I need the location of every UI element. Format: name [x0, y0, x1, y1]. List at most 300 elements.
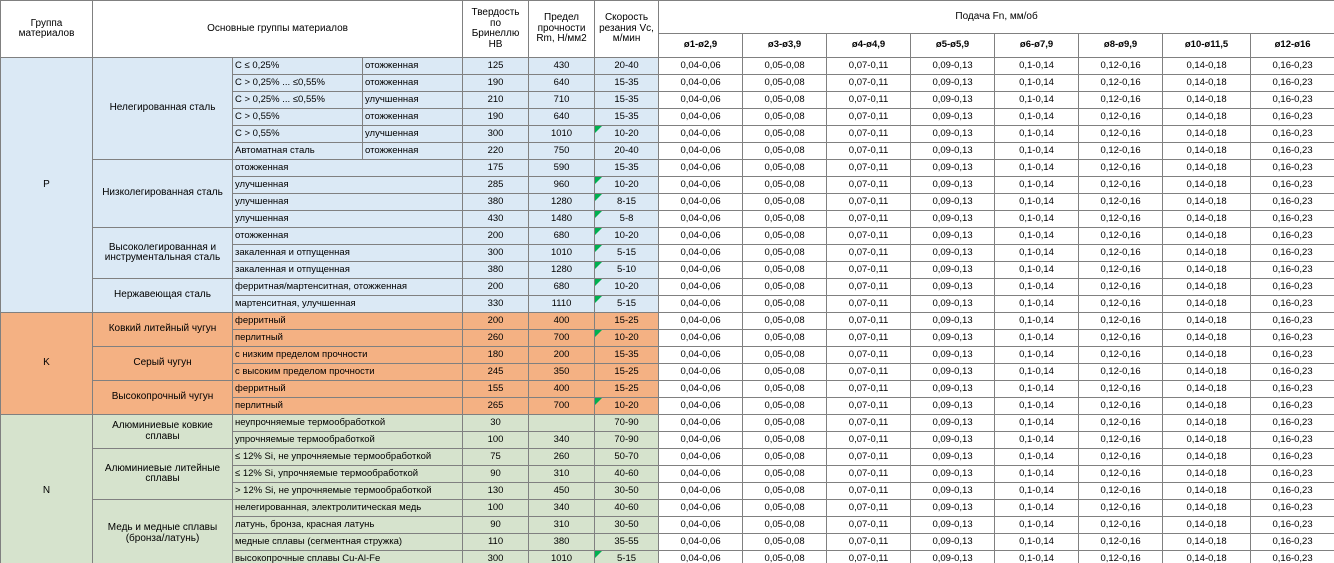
feed-value-col-4: 0,09-0,13: [911, 381, 995, 398]
feed-value-col-4: 0,09-0,13: [911, 194, 995, 211]
feed-value-col-4: 0,09-0,13: [911, 398, 995, 415]
strength-value: [529, 415, 595, 432]
strength-value: 1010: [529, 551, 595, 563]
hardness-value: 180: [463, 347, 529, 364]
feed-value-col-2: 0,05-0,08: [743, 75, 827, 92]
material-condition-1: перлитный: [233, 330, 463, 347]
feed-value-col-4: 0,09-0,13: [911, 228, 995, 245]
feed-value-col-1: 0,04-0,06: [659, 347, 743, 364]
feed-value-col-1: 0,04-0,06: [659, 364, 743, 381]
feed-value-col-8: 0,16-0,23: [1251, 483, 1334, 500]
feed-value-col-3: 0,07-0,11: [827, 483, 911, 500]
feed-value-col-6: 0,12-0,16: [1079, 466, 1163, 483]
header-strength: Предел прочности Rm, Н/мм2: [529, 1, 595, 58]
feed-value-col-4: 0,09-0,13: [911, 92, 995, 109]
cutting-speed-value: 10-20: [595, 177, 659, 194]
feed-value-col-1: 0,04-0,06: [659, 279, 743, 296]
feed-value-col-6: 0,12-0,16: [1079, 228, 1163, 245]
feed-value-col-6: 0,12-0,16: [1079, 449, 1163, 466]
feed-value-col-2: 0,05-0,08: [743, 330, 827, 347]
feed-value-col-3: 0,07-0,11: [827, 92, 911, 109]
strength-value: 400: [529, 381, 595, 398]
hardness-value: 300: [463, 245, 529, 262]
material-condition-1: Автоматная сталь: [233, 143, 363, 160]
strength-value: 1480: [529, 211, 595, 228]
feed-value-col-5: 0,1-0,14: [995, 92, 1079, 109]
feed-value-col-1: 0,04-0,06: [659, 313, 743, 330]
cutting-speed-value: 5-10: [595, 262, 659, 279]
feed-value-col-7: 0,14-0,18: [1163, 126, 1251, 143]
feed-value-col-6: 0,12-0,16: [1079, 245, 1163, 262]
feed-value-col-3: 0,07-0,11: [827, 296, 911, 313]
material-condition-1: C > 0,25% ... ≤0,55%: [233, 75, 363, 92]
feed-value-col-8: 0,16-0,23: [1251, 211, 1334, 228]
feed-value-col-6: 0,12-0,16: [1079, 262, 1163, 279]
feed-value-col-8: 0,16-0,23: [1251, 347, 1334, 364]
material-condition-1: отожженная: [233, 228, 463, 245]
feed-value-col-1: 0,04-0,06: [659, 449, 743, 466]
cutting-speed-value: 8-15: [595, 194, 659, 211]
feed-value-col-3: 0,07-0,11: [827, 126, 911, 143]
feed-value-col-5: 0,1-0,14: [995, 364, 1079, 381]
feed-value-col-1: 0,04-0,06: [659, 296, 743, 313]
material-condition-1: улучшенная: [233, 177, 463, 194]
cutting-speed-value: 40-60: [595, 466, 659, 483]
feed-value-col-6: 0,12-0,16: [1079, 381, 1163, 398]
cutting-speed-value: 10-20: [595, 228, 659, 245]
strength-value: 960: [529, 177, 595, 194]
feed-value-col-1: 0,04-0,06: [659, 500, 743, 517]
header-feed-col-1: ø1-ø2,9: [659, 33, 743, 57]
feed-value-col-5: 0,1-0,14: [995, 517, 1079, 534]
hardness-value: 300: [463, 551, 529, 563]
feed-value-col-5: 0,1-0,14: [995, 500, 1079, 517]
hardness-value: 90: [463, 466, 529, 483]
feed-value-col-7: 0,14-0,18: [1163, 143, 1251, 160]
hardness-value: 200: [463, 228, 529, 245]
hardness-value: 90: [463, 517, 529, 534]
feed-value-col-3: 0,07-0,11: [827, 551, 911, 563]
hardness-value: 430: [463, 211, 529, 228]
feed-value-col-6: 0,12-0,16: [1079, 347, 1163, 364]
hardness-value: 300: [463, 126, 529, 143]
feed-value-col-1: 0,04-0,06: [659, 58, 743, 75]
cutting-speed-value: 15-35: [595, 160, 659, 177]
header-main-groups: Основные группы материалов: [93, 1, 463, 58]
feed-value-col-4: 0,09-0,13: [911, 500, 995, 517]
header-feed-col-7: ø10-ø11,5: [1163, 33, 1251, 57]
feed-value-col-2: 0,05-0,08: [743, 58, 827, 75]
feed-value-col-6: 0,12-0,16: [1079, 109, 1163, 126]
feed-value-col-6: 0,12-0,16: [1079, 415, 1163, 432]
material-condition-1: отожженная: [233, 160, 463, 177]
feed-value-col-2: 0,05-0,08: [743, 432, 827, 449]
feed-value-col-8: 0,16-0,23: [1251, 381, 1334, 398]
feed-value-col-1: 0,04-0,06: [659, 415, 743, 432]
feed-value-col-4: 0,09-0,13: [911, 347, 995, 364]
feed-value-col-6: 0,12-0,16: [1079, 143, 1163, 160]
material-condition-1: ≤ 12% Si, упрочняемые термообработкой: [233, 466, 463, 483]
feed-value-col-4: 0,09-0,13: [911, 313, 995, 330]
header-feed-col-3: ø4-ø4,9: [827, 33, 911, 57]
feed-value-col-1: 0,04-0,06: [659, 534, 743, 551]
feed-value-col-7: 0,14-0,18: [1163, 194, 1251, 211]
feed-value-col-7: 0,14-0,18: [1163, 381, 1251, 398]
feed-value-col-7: 0,14-0,18: [1163, 432, 1251, 449]
hardness-value: 245: [463, 364, 529, 381]
table-body: [1, 58, 1334, 563]
table-row: [1, 347, 1334, 364]
feed-value-col-4: 0,09-0,13: [911, 449, 995, 466]
strength-value: 260: [529, 449, 595, 466]
feed-value-col-8: 0,16-0,23: [1251, 415, 1334, 432]
feed-value-col-8: 0,16-0,23: [1251, 534, 1334, 551]
feed-value-col-3: 0,07-0,11: [827, 75, 911, 92]
feed-value-col-5: 0,1-0,14: [995, 228, 1079, 245]
hardness-value: 380: [463, 262, 529, 279]
material-condition-2: отожженная: [363, 58, 463, 75]
feed-value-col-5: 0,1-0,14: [995, 126, 1079, 143]
feed-value-col-1: 0,04-0,06: [659, 92, 743, 109]
feed-value-col-7: 0,14-0,18: [1163, 211, 1251, 228]
feed-value-col-4: 0,09-0,13: [911, 262, 995, 279]
feed-value-col-3: 0,07-0,11: [827, 534, 911, 551]
feed-value-col-2: 0,05-0,08: [743, 228, 827, 245]
cutting-speed-value: 70-90: [595, 415, 659, 432]
feed-value-col-8: 0,16-0,23: [1251, 262, 1334, 279]
feed-value-col-7: 0,14-0,18: [1163, 279, 1251, 296]
feed-value-col-5: 0,1-0,14: [995, 449, 1079, 466]
material-condition-1: улучшенная: [233, 211, 463, 228]
feed-value-col-4: 0,09-0,13: [911, 177, 995, 194]
feed-value-col-4: 0,09-0,13: [911, 211, 995, 228]
feed-value-col-7: 0,14-0,18: [1163, 364, 1251, 381]
group-code-K: K: [1, 313, 93, 415]
material-condition-1: мартенситная, улучшенная: [233, 296, 463, 313]
feed-value-col-2: 0,05-0,08: [743, 194, 827, 211]
strength-value: 640: [529, 75, 595, 92]
feed-value-col-5: 0,1-0,14: [995, 432, 1079, 449]
feed-value-col-6: 0,12-0,16: [1079, 177, 1163, 194]
hardness-value: 75: [463, 449, 529, 466]
table-row: [1, 313, 1334, 330]
cutting-speed-value: 15-35: [595, 347, 659, 364]
feed-value-col-2: 0,05-0,08: [743, 415, 827, 432]
feed-value-col-8: 0,16-0,23: [1251, 517, 1334, 534]
feed-value-col-2: 0,05-0,08: [743, 466, 827, 483]
subgroup-name: Низколегированная сталь: [93, 160, 233, 228]
feed-value-col-6: 0,12-0,16: [1079, 279, 1163, 296]
feed-value-col-1: 0,04-0,06: [659, 160, 743, 177]
feed-value-col-2: 0,05-0,08: [743, 517, 827, 534]
feed-value-col-5: 0,1-0,14: [995, 398, 1079, 415]
group-code-P: P: [1, 58, 93, 313]
material-condition-1: ферритная/мартенситная, отожженная: [233, 279, 463, 296]
feed-value-col-5: 0,1-0,14: [995, 109, 1079, 126]
feed-value-col-8: 0,16-0,23: [1251, 500, 1334, 517]
hardness-value: 220: [463, 143, 529, 160]
feed-value-col-3: 0,07-0,11: [827, 381, 911, 398]
feed-value-col-7: 0,14-0,18: [1163, 109, 1251, 126]
feed-value-col-3: 0,07-0,11: [827, 58, 911, 75]
hardness-value: 130: [463, 483, 529, 500]
strength-value: 450: [529, 483, 595, 500]
feed-value-col-4: 0,09-0,13: [911, 364, 995, 381]
feed-value-col-8: 0,16-0,23: [1251, 58, 1334, 75]
strength-value: 680: [529, 279, 595, 296]
feed-value-col-4: 0,09-0,13: [911, 534, 995, 551]
material-condition-1: > 12% Si, не упрочняемые термообработкой: [233, 483, 463, 500]
feed-value-col-4: 0,09-0,13: [911, 466, 995, 483]
feed-value-col-7: 0,14-0,18: [1163, 160, 1251, 177]
hardness-value: 190: [463, 109, 529, 126]
material-condition-1: нелегированная, электролитическая медь: [233, 500, 463, 517]
feed-value-col-8: 0,16-0,23: [1251, 245, 1334, 262]
feed-value-col-2: 0,05-0,08: [743, 381, 827, 398]
feed-value-col-8: 0,16-0,23: [1251, 279, 1334, 296]
feed-value-col-5: 0,1-0,14: [995, 279, 1079, 296]
cutting-speed-value: 5-15: [595, 245, 659, 262]
group-code-N: N: [1, 415, 93, 563]
material-condition-1: с высоким пределом прочности: [233, 364, 463, 381]
feed-value-col-7: 0,14-0,18: [1163, 517, 1251, 534]
strength-value: 640: [529, 109, 595, 126]
hardness-value: 155: [463, 381, 529, 398]
subgroup-name: Медь и медные сплавы (бронза/латунь): [93, 500, 233, 563]
feed-value-col-7: 0,14-0,18: [1163, 551, 1251, 563]
subgroup-name: Алюминиевые ковкие сплавы: [93, 415, 233, 449]
feed-value-col-3: 0,07-0,11: [827, 347, 911, 364]
strength-value: 310: [529, 466, 595, 483]
feed-value-col-7: 0,14-0,18: [1163, 313, 1251, 330]
feed-value-col-1: 0,04-0,06: [659, 262, 743, 279]
table-row: [1, 279, 1334, 296]
feed-value-col-6: 0,12-0,16: [1079, 92, 1163, 109]
feed-value-col-2: 0,05-0,08: [743, 160, 827, 177]
feed-value-col-6: 0,12-0,16: [1079, 330, 1163, 347]
subgroup-name: Нелегированная сталь: [93, 58, 233, 160]
feed-value-col-6: 0,12-0,16: [1079, 483, 1163, 500]
material-condition-1: C > 0,55%: [233, 126, 363, 143]
feed-value-col-1: 0,04-0,06: [659, 75, 743, 92]
feed-value-col-6: 0,12-0,16: [1079, 211, 1163, 228]
feed-value-col-7: 0,14-0,18: [1163, 58, 1251, 75]
feed-value-col-8: 0,16-0,23: [1251, 364, 1334, 381]
strength-value: 340: [529, 500, 595, 517]
feed-value-col-1: 0,04-0,06: [659, 143, 743, 160]
material-condition-2: улучшенная: [363, 92, 463, 109]
feed-value-col-6: 0,12-0,16: [1079, 194, 1163, 211]
material-condition-1: высокопрочные сплавы Cu-Al-Fe: [233, 551, 463, 563]
feed-value-col-3: 0,07-0,11: [827, 211, 911, 228]
material-condition-1: C ≤ 0,25%: [233, 58, 363, 75]
header-hardness: Твердость по Бринеллю НВ: [463, 1, 529, 58]
feed-value-col-1: 0,04-0,06: [659, 228, 743, 245]
feed-value-col-7: 0,14-0,18: [1163, 75, 1251, 92]
cutting-speed-value: 10-20: [595, 330, 659, 347]
feed-value-col-8: 0,16-0,23: [1251, 296, 1334, 313]
feed-value-col-1: 0,04-0,06: [659, 177, 743, 194]
feed-value-col-8: 0,16-0,23: [1251, 160, 1334, 177]
strength-value: 1110: [529, 296, 595, 313]
feed-value-col-3: 0,07-0,11: [827, 398, 911, 415]
feed-value-col-1: 0,04-0,06: [659, 551, 743, 563]
cutting-speed-value: 15-25: [595, 381, 659, 398]
feed-value-col-8: 0,16-0,23: [1251, 194, 1334, 211]
strength-value: 1280: [529, 194, 595, 211]
feed-value-col-2: 0,05-0,08: [743, 126, 827, 143]
feed-value-col-5: 0,1-0,14: [995, 58, 1079, 75]
cutting-speed-value: 70-90: [595, 432, 659, 449]
feed-value-col-6: 0,12-0,16: [1079, 75, 1163, 92]
feed-value-col-2: 0,05-0,08: [743, 177, 827, 194]
feed-value-col-1: 0,04-0,06: [659, 466, 743, 483]
strength-value: 1280: [529, 262, 595, 279]
header-cutting-speed: Скорость резания Vc, м/мин: [595, 1, 659, 58]
material-condition-1: латунь, бронза, красная латунь: [233, 517, 463, 534]
feed-value-col-6: 0,12-0,16: [1079, 58, 1163, 75]
feed-value-col-5: 0,1-0,14: [995, 245, 1079, 262]
feed-value-col-3: 0,07-0,11: [827, 330, 911, 347]
feed-value-col-4: 0,09-0,13: [911, 109, 995, 126]
material-condition-1: медные сплавы (сегментная стружка): [233, 534, 463, 551]
strength-value: 310: [529, 517, 595, 534]
feed-value-col-7: 0,14-0,18: [1163, 534, 1251, 551]
feed-value-col-8: 0,16-0,23: [1251, 432, 1334, 449]
feed-value-col-7: 0,14-0,18: [1163, 245, 1251, 262]
feed-value-col-4: 0,09-0,13: [911, 483, 995, 500]
strength-value: 700: [529, 398, 595, 415]
feed-value-col-7: 0,14-0,18: [1163, 296, 1251, 313]
feed-value-col-3: 0,07-0,11: [827, 449, 911, 466]
feed-value-col-2: 0,05-0,08: [743, 92, 827, 109]
feed-value-col-2: 0,05-0,08: [743, 347, 827, 364]
feed-value-col-6: 0,12-0,16: [1079, 126, 1163, 143]
feed-value-col-4: 0,09-0,13: [911, 58, 995, 75]
feed-value-col-8: 0,16-0,23: [1251, 551, 1334, 563]
strength-value: 750: [529, 143, 595, 160]
cutting-speed-value: 5-15: [595, 296, 659, 313]
material-condition-2: улучшенная: [363, 126, 463, 143]
material-condition-1: C > 0,55%: [233, 109, 363, 126]
feed-value-col-8: 0,16-0,23: [1251, 143, 1334, 160]
cutting-speed-value: 30-50: [595, 517, 659, 534]
table-row: [1, 58, 1334, 75]
strength-value: 590: [529, 160, 595, 177]
feed-value-col-7: 0,14-0,18: [1163, 500, 1251, 517]
strength-value: 1010: [529, 245, 595, 262]
feed-value-col-5: 0,1-0,14: [995, 534, 1079, 551]
cutting-speed-value: 50-70: [595, 449, 659, 466]
feed-value-col-3: 0,07-0,11: [827, 262, 911, 279]
table-row: [1, 500, 1334, 517]
feed-value-col-3: 0,07-0,11: [827, 109, 911, 126]
feed-value-col-2: 0,05-0,08: [743, 551, 827, 563]
strength-value: 350: [529, 364, 595, 381]
table-row: [1, 415, 1334, 432]
material-condition-1: ≤ 12% Si, не упрочняемые термообработкой: [233, 449, 463, 466]
feed-value-col-3: 0,07-0,11: [827, 313, 911, 330]
feed-value-col-3: 0,07-0,11: [827, 160, 911, 177]
feed-value-col-3: 0,07-0,11: [827, 228, 911, 245]
feed-value-col-5: 0,1-0,14: [995, 296, 1079, 313]
feed-value-col-2: 0,05-0,08: [743, 500, 827, 517]
table-row: [1, 381, 1334, 398]
strength-value: 340: [529, 432, 595, 449]
subgroup-name: Нержавеющая сталь: [93, 279, 233, 313]
feed-value-col-2: 0,05-0,08: [743, 279, 827, 296]
strength-value: 380: [529, 534, 595, 551]
feed-value-col-2: 0,05-0,08: [743, 483, 827, 500]
table-row: [1, 449, 1334, 466]
material-condition-1: перлитный: [233, 398, 463, 415]
hardness-value: 285: [463, 177, 529, 194]
subgroup-name: Высокопрочный чугун: [93, 381, 233, 415]
feed-value-col-4: 0,09-0,13: [911, 296, 995, 313]
header-feed-col-4: ø5-ø5,9: [911, 33, 995, 57]
feed-value-col-4: 0,09-0,13: [911, 517, 995, 534]
feed-value-col-7: 0,14-0,18: [1163, 92, 1251, 109]
feed-value-col-6: 0,12-0,16: [1079, 398, 1163, 415]
feed-value-col-5: 0,1-0,14: [995, 211, 1079, 228]
cutting-speed-value: 10-20: [595, 126, 659, 143]
material-condition-1: ферритный: [233, 381, 463, 398]
feed-value-col-8: 0,16-0,23: [1251, 313, 1334, 330]
feed-value-col-2: 0,05-0,08: [743, 296, 827, 313]
feed-value-col-4: 0,09-0,13: [911, 75, 995, 92]
feed-value-col-5: 0,1-0,14: [995, 143, 1079, 160]
hardness-value: 265: [463, 398, 529, 415]
feed-value-col-7: 0,14-0,18: [1163, 466, 1251, 483]
feed-value-col-8: 0,16-0,23: [1251, 449, 1334, 466]
material-condition-2: отожженная: [363, 143, 463, 160]
cutting-speed-value: 15-25: [595, 364, 659, 381]
feed-value-col-1: 0,04-0,06: [659, 330, 743, 347]
feed-value-col-5: 0,1-0,14: [995, 330, 1079, 347]
material-condition-1: с низким пределом прочности: [233, 347, 463, 364]
cutting-speed-value: 35-55: [595, 534, 659, 551]
feed-value-col-8: 0,16-0,23: [1251, 177, 1334, 194]
feed-value-col-8: 0,16-0,23: [1251, 398, 1334, 415]
table-row: [1, 228, 1334, 245]
cutting-speed-value: 15-25: [595, 313, 659, 330]
feed-value-col-4: 0,09-0,13: [911, 415, 995, 432]
strength-value: 680: [529, 228, 595, 245]
feed-value-col-2: 0,05-0,08: [743, 262, 827, 279]
feed-value-col-5: 0,1-0,14: [995, 347, 1079, 364]
feed-value-col-5: 0,1-0,14: [995, 466, 1079, 483]
feed-value-col-7: 0,14-0,18: [1163, 262, 1251, 279]
feed-value-col-8: 0,16-0,23: [1251, 92, 1334, 109]
feed-value-col-6: 0,12-0,16: [1079, 500, 1163, 517]
feed-value-col-1: 0,04-0,06: [659, 109, 743, 126]
feed-value-col-1: 0,04-0,06: [659, 381, 743, 398]
hardness-value: 200: [463, 279, 529, 296]
feed-value-col-5: 0,1-0,14: [995, 381, 1079, 398]
feed-value-col-1: 0,04-0,06: [659, 245, 743, 262]
subgroup-name: Ковкий литейный чугун: [93, 313, 233, 347]
material-condition-1: закаленная и отпущенная: [233, 262, 463, 279]
feed-value-col-3: 0,07-0,11: [827, 177, 911, 194]
feed-value-col-2: 0,05-0,08: [743, 143, 827, 160]
feed-value-col-3: 0,07-0,11: [827, 466, 911, 483]
cutting-speed-value: 15-35: [595, 92, 659, 109]
header-feed-col-8: ø12-ø16: [1251, 33, 1334, 57]
strength-value: 400: [529, 313, 595, 330]
feed-value-col-7: 0,14-0,18: [1163, 449, 1251, 466]
feed-value-col-5: 0,1-0,14: [995, 194, 1079, 211]
hardness-value: 200: [463, 313, 529, 330]
